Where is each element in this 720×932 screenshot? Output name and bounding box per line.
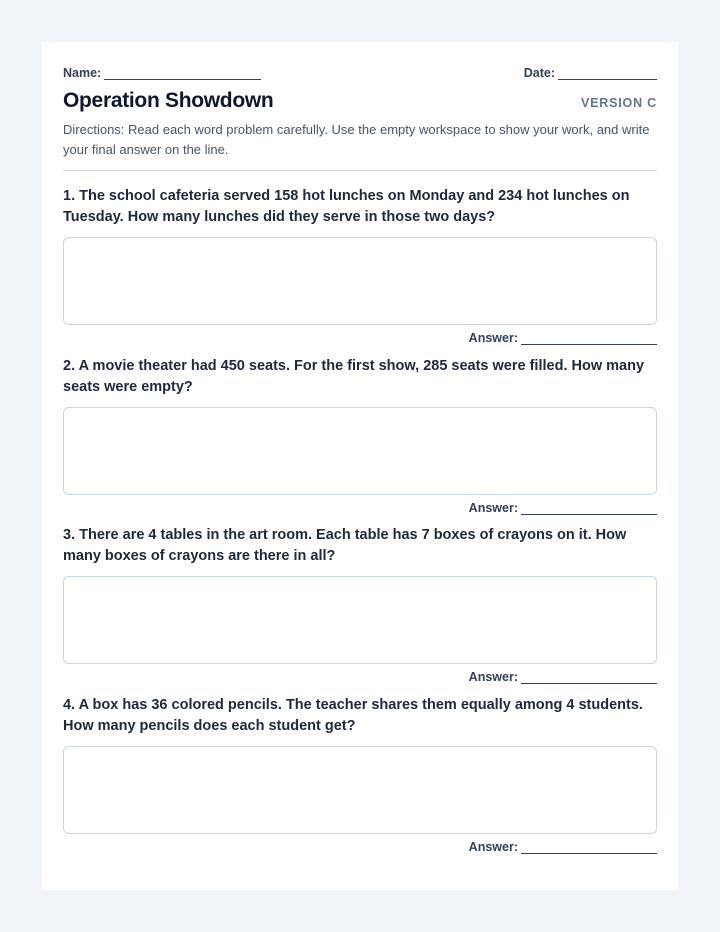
date-field: [524, 66, 657, 80]
problem-3: [63, 525, 657, 695]
workspace-box[interactable]: [63, 237, 657, 325]
header-divider: [63, 170, 657, 171]
version-label: VERSION C: [581, 96, 657, 110]
answer-label: Answer:: [468, 839, 518, 854]
problem-2: [63, 356, 657, 526]
workspace-box[interactable]: [63, 407, 657, 495]
page-title: Operation Showdown: [63, 89, 274, 112]
problem-question: 4. A box has 36 colored pencils. The teacher shares them equally among 4 students. How many pencils does each student get?: [63, 696, 643, 734]
problem-question: 2. A movie theater had 450 seats. For the first show, 285 seats were filled. How many seats were empty?: [63, 357, 645, 395]
answer-row: [63, 839, 657, 854]
answer-line[interactable]: [521, 842, 657, 854]
problem-1: [63, 186, 657, 356]
answer-row: [63, 669, 657, 684]
title-row: [63, 89, 657, 113]
answer-line[interactable]: [521, 333, 657, 345]
answer-row: [63, 330, 657, 345]
directions-text: Directions: Read each word problem carefully. Use the empty workspace to show your work, and write your final answer on the line.: [63, 122, 650, 157]
date-label: Date:: [523, 66, 555, 80]
answer-row: [63, 500, 657, 515]
answer-line[interactable]: [521, 503, 657, 515]
problem-4: [63, 695, 657, 865]
name-field: [63, 66, 261, 80]
date-input-line[interactable]: [558, 68, 657, 80]
workspace-box[interactable]: [63, 576, 657, 664]
answer-label: Answer:: [468, 331, 518, 345]
name-input-line[interactable]: [104, 68, 261, 80]
answer-label: Answer:: [468, 670, 518, 684]
name-label: Name:: [63, 66, 102, 80]
answer-line[interactable]: [521, 672, 657, 684]
problem-question: 3. There are 4 tables in the art room. Each table has 7 boxes of crayons on it. How many boxes of crayons are there in all?: [63, 527, 627, 564]
meta-row: [63, 64, 657, 80]
answer-label: Answer:: [468, 500, 518, 515]
workspace-box[interactable]: [63, 746, 657, 834]
problem-question: 1. The school cafeteria served 158 hot lunches on Monday and 234 hot lunches on Tuesday. How many lunches did they serve in those two days?: [63, 188, 630, 225]
problem-list: [63, 186, 657, 864]
worksheet-page: [42, 42, 678, 890]
